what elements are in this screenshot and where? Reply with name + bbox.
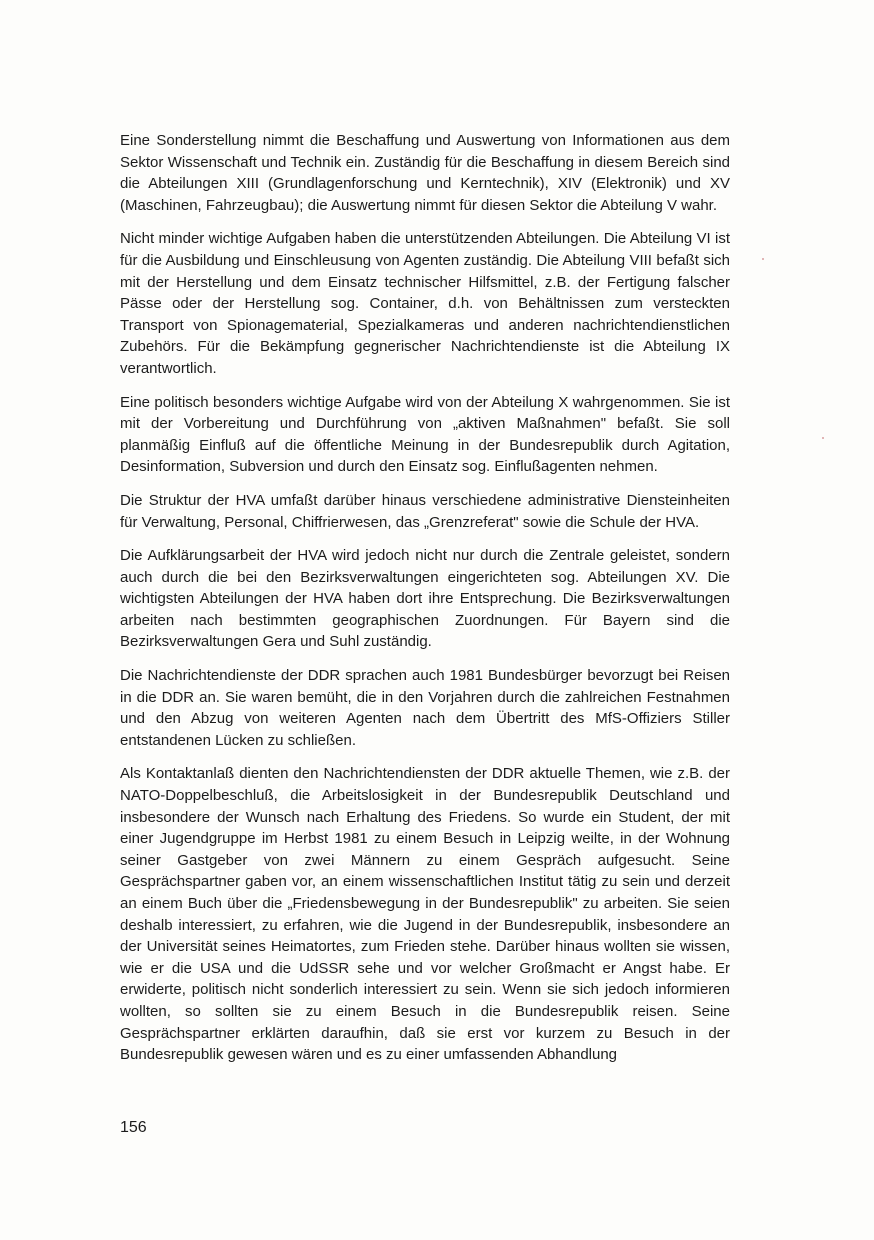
paragraph-struktur-hva: Die Struktur der HVA umfaßt darüber hinaus verschiedene administrative Diensteinheiten für Verwaltung, Personal, Chiffrierwesen, das „Grenzreferat" sowie die Schule der HVA.: [120, 491, 730, 531]
paragraph-nachrichtendienste-ddr: Die Nachrichtendienste der DDR sprachen auch 1981 Bundesbürger bevorzugt bei Reisen in die DDR an. Sie waren bemüht, die in den Vorjahren durch die zahlreichen Festnahmen und den Abzug von weiteren Agenten nach dem Übertritt des MfS-Offiziers Stiller entstandenen Lücken zu schließen.: [120, 667, 730, 749]
paragraph-kontaktanlass: Als Kontaktanlaß dienten den Nachrichtendiensten der DDR aktuelle Themen, wie z.B. der NATO-Doppelbeschluß, die Arbeitslosigkeit in der Bundesrepublik Deutschland und insbesondere der Wunsch nach Erhaltung des Friedens. So wurde ein Student, der mit einer Jugendgruppe im Herbst 1981 zu einem Besuch in Leipzig weilte, in der Wohnung seiner Gastgeber von zwei Männern zu einem Gespräch aufgesucht. Seine Gesprächspartner gaben vor, an einem wissenschaftlichen Institut tätig zu sein und derzeit an einem Buch über die „Friedensbewegung in der Bundesrepublik" zu arbeiten. Sie seien deshalb interessiert, zu erfahren, wie die Jugend in der Bundesrepublik, insbesondere an der Universität seines Heimatortes, zum Frieden stehe. Darüber hinaus wollten sie wissen, wie er die USA und die UdSSR sehe und vor welcher Großmacht er Angst habe. Er erwiderte, politisch nicht sonderlich interessiert zu sein. Wenn sie sich jedoch informieren wollten, so sollten sie zu einem Besuch in die Bundesrepublik reisen. Seine Gesprächspartner erklärten daraufhin, daß sie erst vor kurzem zu Besuch in der Bundesrepublik gewesen wären und es zu einer umfassenden Abhandlung: [120, 765, 730, 1064]
body-text: [120, 130, 730, 1078]
paragraph-unterstuetzende-abteilungen: Nicht minder wichtige Aufgaben haben die unterstützenden Abteilungen. Die Abteilung VI ist für die Ausbildung und Einschleusung von Agenten zuständig. Die Abteilung VIII befaßt sich mit der Herstellung und dem Einsatz technischer Hilfsmittel, z.B. der Fertigung falscher Pässe oder der Herstellung sog. Container, d.h. von Behältnissen zum versteckten Transport von Spionagematerial, Spezialkameras und anderen nachrichtendienstlichen Zubehörs. Für die Bekämpfung gegnerischer Nachrichtendienste ist die Abteilung IX verantwortlich.: [120, 230, 730, 377]
page-number: 156: [120, 1119, 147, 1136]
paragraph-aufklaerungsarbeit: Die Aufklärungsarbeit der HVA wird jedoch nicht nur durch die Zentrale geleistet, sondern auch durch die bei den Bezirksverwaltungen eingerichteten sog. Abteilungen XV. Die wichtigsten Abteilungen der HVA haben dort ihre Entsprechung. Die Bezirksverwaltungen arbeiten nach bestimmten geographischen Zuordnungen. Für Bayern sind die Bezirksverwaltungen Gera und Suhl zuständig.: [120, 547, 730, 651]
paragraph-wissenschaft-technik: Eine Sonderstellung nimmt die Beschaffung und Auswertung von Informationen aus dem Sektor Wissenschaft und Technik ein. Zuständig für die Beschaffung in diesem Bereich sind die Abteilungen XIII (Grundlagenforschung und Kerntechnik), XIV (Elektronik) und XV (Maschinen, Fahrzeugbau); die Auswertung nimmt für diesen Sektor die Abteilung V wahr.: [120, 132, 730, 214]
paragraph-abteilung-x: Eine politisch besonders wichtige Aufgabe wird von der Abteilung X wahrgenommen. Sie ist mit der Vorbereitung und Durchführung von „aktiven Maßnahmen" befaßt. Sie soll planmäßig Einfluß auf die öffentliche Meinung in der Bundesrepublik durch Agitation, Desinformation, Subversion und durch den Einsatz sog. Einflußagenten nehmen.: [120, 393, 730, 476]
scan-speck: [762, 258, 764, 260]
scan-speck: [822, 437, 824, 439]
